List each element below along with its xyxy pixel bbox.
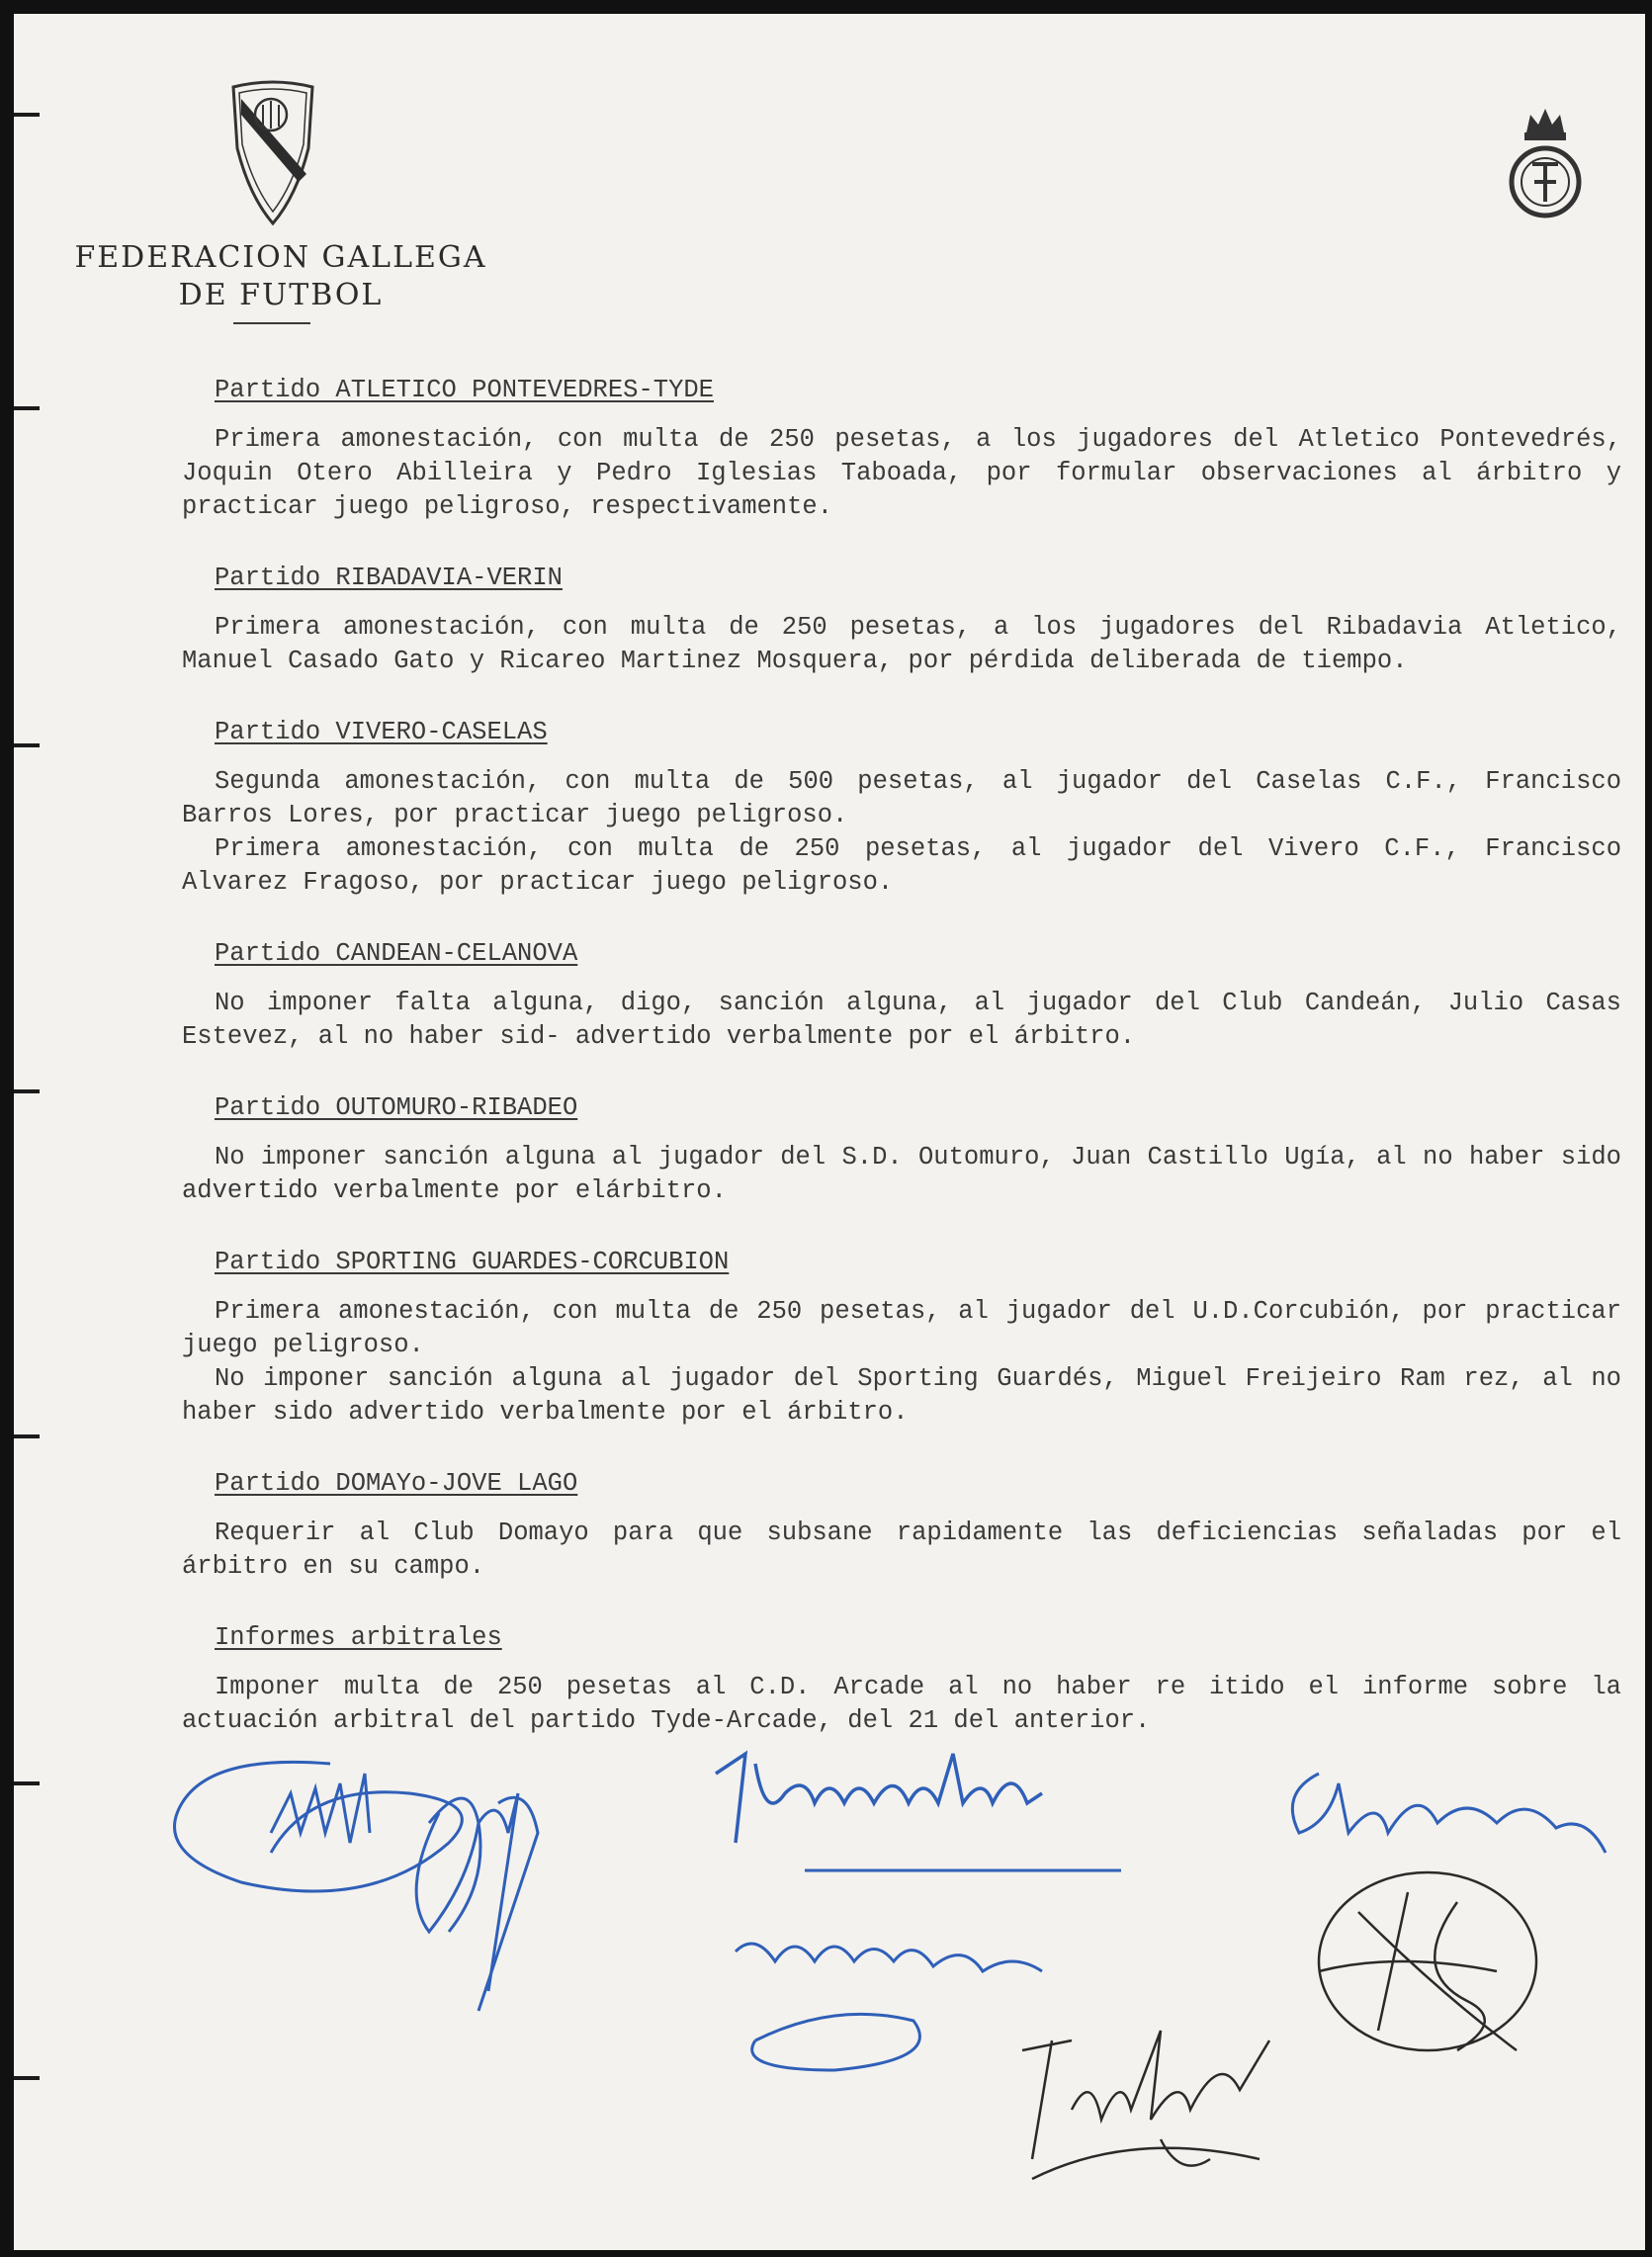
match-section — [182, 374, 1637, 524]
signature-7-icon — [409, 1764, 587, 2021]
federation-name-line2: DE FUTBOL — [178, 278, 384, 312]
match-section — [182, 716, 1637, 900]
resolution-paragraph: No imponer sanción alguna al jugador del Sporting Guardés, Miguel Freijeiro Ram rez, al no haber sido advertido verbalmente por el árbitro. — [182, 1364, 1637, 1427]
match-section — [182, 562, 1637, 678]
resolution-paragraph: Primera amonestación, con multa de 250 pesetas, al jugador del Vivero C.F., Francisco Alvarez Fragoso, por practicar juego peligroso. — [182, 834, 1637, 897]
resolution-paragraph: No imponer sanción alguna al jugador del S.D. Outomuro, Juan Castillo Ugía, al no haber sido advertido verbalmente por elárbitro. — [182, 1143, 1637, 1205]
binder-hole-mark — [14, 113, 40, 117]
resolution-paragraph: Primera amonestación, con multa de 250 pesetas, a los jugadores del Ribadavia Atletico, Manuel Casado Gato y Ricareo Martinez Mosquera, por pérdida deliberada de tiempo. — [182, 613, 1637, 675]
informes-section — [182, 1621, 1637, 1738]
resolution-paragraph: Segunda amonestación, con multa de 500 pesetas, al jugador del Caselas C.F., Francisco Barros Lores, por practicar juego peligroso. — [182, 767, 1637, 829]
federation-name — [63, 239, 498, 314]
binder-hole-mark — [14, 743, 40, 747]
federation-name-line1: FEDERACION GALLEGA — [74, 240, 487, 275]
section-heading: Informes arbitrales — [215, 1623, 502, 1652]
match-heading: Partido VIVERO-CASELAS — [215, 718, 548, 746]
match-section — [182, 937, 1637, 1054]
match-heading: Partido RIBADAVIA-VERIN — [215, 564, 563, 592]
match-heading: Partido ATLETICO PONTEVEDRES-TYDE — [215, 376, 714, 404]
match-section — [182, 1246, 1637, 1430]
resolution-paragraph: No imponer falta alguna, digo, sanción alguna, al jugador del Club Candeán, Julio Casas Estevez, al no haber sid- advertido verbalmente por el árbitro. — [182, 989, 1637, 1051]
match-section — [182, 1467, 1637, 1584]
match-section — [182, 1091, 1637, 1208]
match-heading: Partido OUTOMURO-RIBADEO — [215, 1093, 578, 1122]
resolution-paragraph: Requerir al Club Domayo para que subsane rapidamente las deficiencias señaladas por el árbitro en su campo. — [182, 1519, 1637, 1581]
binder-hole-mark — [14, 1781, 40, 1785]
letterhead-rule — [233, 322, 310, 324]
binder-hole-mark — [14, 2076, 40, 2080]
signature-2-icon — [696, 1734, 1161, 1902]
binder-hole-mark — [14, 406, 40, 410]
match-heading: Partido DOMAYo-JOVE LAGO — [215, 1469, 578, 1498]
resolution-paragraph: Primera amonestación, con multa de 250 pesetas, a los jugadores del Atletico Pontevedrés, Joquin Otero Abilleira y Pedro Iglesias Taboada, por formular observaciones al árbitro y practicar juego peligroso, respectivamente. — [182, 425, 1637, 521]
resolution-paragraph: Imponer multa de 250 pesetas al C.D. Arcade al no haber re itido el informe sobre la actuación arbitral del partido Tyde-Arcade, del 21 del anterior. — [182, 1673, 1637, 1735]
resolution-paragraph: Primera amonestación, con multa de 250 pesetas, al jugador del U.D.Corcubión, por practicar juego peligroso. — [182, 1297, 1637, 1359]
match-heading: Partido CANDEAN-CELANOVA — [215, 939, 578, 968]
binder-hole-mark — [14, 1089, 40, 1093]
signature-6-icon — [1260, 1853, 1596, 2080]
crowned-royal-emblem-icon — [1503, 103, 1588, 221]
document-page — [14, 14, 1645, 2250]
match-heading: Partido SPORTING GUARDES-CORCUBION — [215, 1248, 730, 1276]
resolutions-body — [182, 374, 1637, 1776]
federation-shield-emblem-icon — [227, 79, 318, 227]
binder-hole-mark — [14, 1434, 40, 1438]
